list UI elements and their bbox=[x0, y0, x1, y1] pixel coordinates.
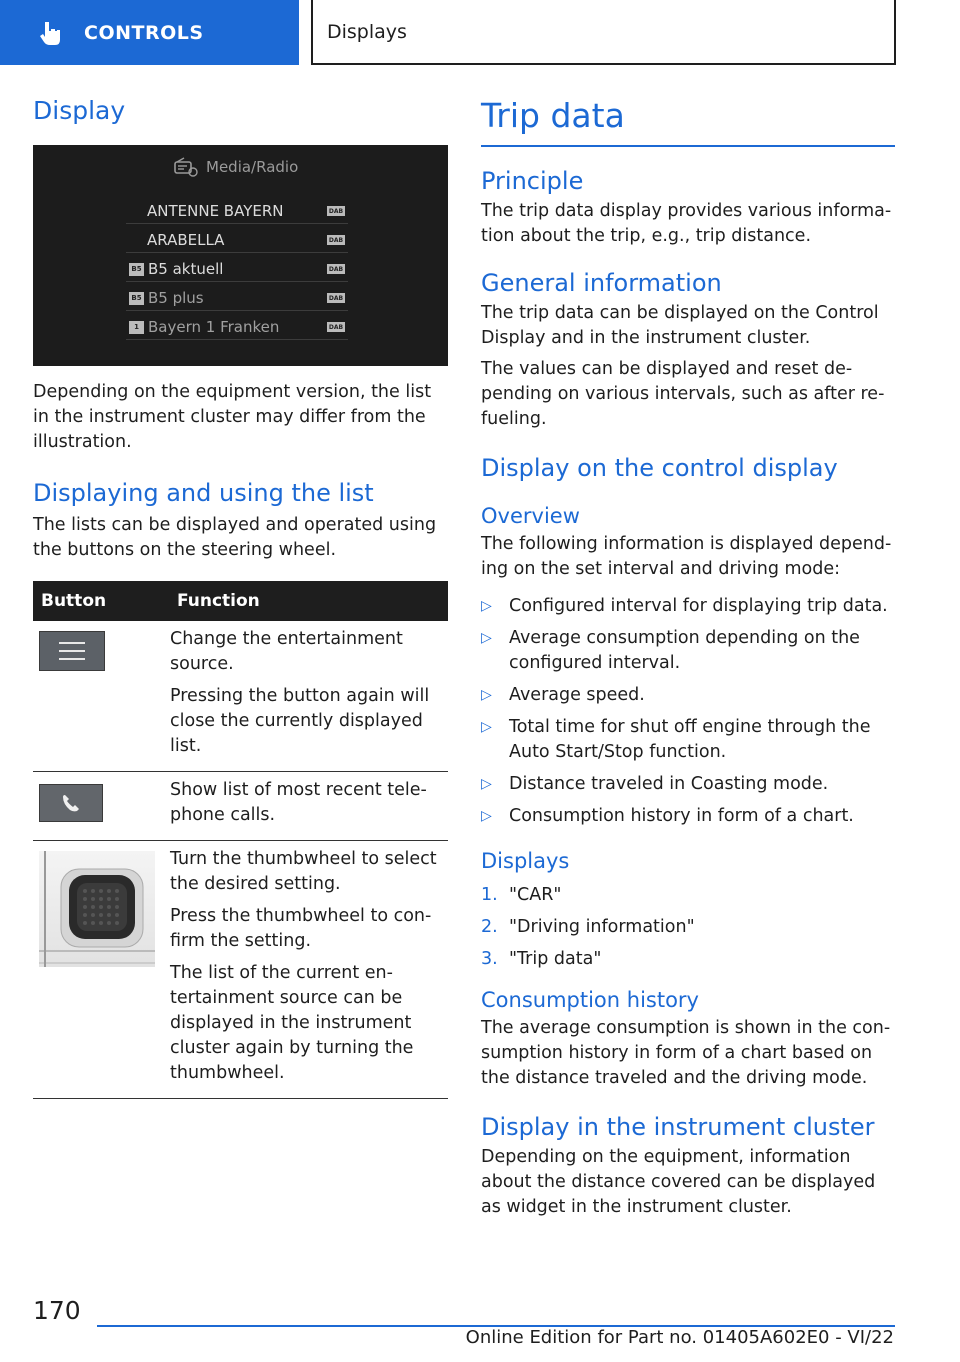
dab-badge: DAB bbox=[328, 265, 344, 273]
display-note: Depending on the equipment version, the list in the instrument cluster may differ from the illustration. bbox=[33, 382, 432, 452]
screen-title: Media/Radio bbox=[174, 157, 298, 177]
overview-text: The following information is displayed depend‐ing on the set interval and driving mode: bbox=[481, 533, 892, 579]
general-text-2: The values can be displayed and reset de‐pending on various intervals, such as after re‐fueling. bbox=[481, 358, 885, 429]
col-header-function: Function bbox=[163, 581, 448, 621]
dab-badge: DAB bbox=[328, 207, 344, 215]
trip-data-title: Trip data bbox=[481, 96, 625, 135]
list-item: 1. "CAR" bbox=[481, 884, 562, 905]
history-heading: Consumption history bbox=[481, 987, 699, 1012]
radio-icon bbox=[174, 157, 198, 177]
right-column bbox=[481, 96, 895, 1220]
display-heading: Display bbox=[33, 96, 126, 125]
dab-badge: DAB bbox=[328, 294, 344, 302]
title-rule bbox=[481, 145, 895, 147]
list-item: B5 B5 plus DAB bbox=[126, 286, 348, 311]
list-heading: Displaying and using the list bbox=[33, 479, 374, 507]
triangle-bullet-icon: ▷ bbox=[481, 686, 492, 703]
overview-heading: Overview bbox=[481, 503, 580, 528]
chapter-title-box bbox=[311, 0, 896, 65]
triangle-bullet-icon: ▷ bbox=[481, 807, 492, 824]
control-display-heading: Display on the control display bbox=[481, 453, 838, 482]
button-function-table bbox=[33, 581, 448, 1099]
cluster-heading: Display in the instrument cluster bbox=[481, 1112, 875, 1141]
list-item: ▷ Consumption history in form of a chart. bbox=[481, 804, 895, 829]
list-item: 1 Bayern 1 Franken DAB bbox=[126, 315, 348, 340]
displays-steps bbox=[481, 883, 895, 972]
station-logo: B5 bbox=[129, 263, 144, 276]
list-item: ▷ Average speed. bbox=[481, 683, 895, 708]
page-number: 170 bbox=[33, 1296, 81, 1325]
list-item: B5 B5 aktuell DAB bbox=[126, 257, 348, 282]
list-item: 3. "Trip data" bbox=[481, 948, 602, 969]
table-row: Change the entertainment source. Pressing the button again will close the currently displayed list. bbox=[33, 621, 448, 772]
general-heading: General information bbox=[481, 268, 722, 297]
phone-button-icon bbox=[39, 784, 103, 822]
list-item: ▷ Configured interval for displaying trip data. bbox=[481, 594, 895, 619]
triangle-bullet-icon: ▷ bbox=[481, 597, 492, 614]
list-item: 2. "Driving information" bbox=[481, 916, 695, 937]
principle-heading: Principle bbox=[481, 166, 584, 195]
overview-list bbox=[481, 594, 895, 829]
station-logo: 1 bbox=[129, 321, 144, 334]
pointing-hand-icon bbox=[36, 18, 66, 48]
col-header-button: Button bbox=[33, 581, 163, 621]
general-text-1: The trip data can be displayed on the Control Display and in the instrument cluster. bbox=[481, 302, 879, 348]
principle-text: The trip data display provides various informa‐tion about the trip, e.g., trip distance. bbox=[481, 200, 892, 246]
cluster-text: Depending on the equipment, information about the distance covered can be displayed as widget in the instrument cluster. bbox=[481, 1146, 876, 1217]
list-item: ▷ Average consumption depending on the configured interval. bbox=[481, 627, 860, 673]
triangle-bullet-icon: ▷ bbox=[481, 629, 492, 646]
edition-note: Online Edition for Part no. 01405A602E0 - VI/22 bbox=[465, 1327, 894, 1348]
chapter-title: Displays bbox=[327, 20, 407, 43]
list-item: ▷ Distance traveled in Coasting mode. bbox=[481, 772, 895, 797]
list-button-icon bbox=[39, 631, 105, 671]
list-item: ANTENNE BAYERN DAB bbox=[126, 199, 348, 224]
section-title: CONTROLS bbox=[84, 21, 204, 44]
station-logo: B5 bbox=[129, 292, 144, 305]
list-item: ▷ Total time for shut off engine through the Auto Start/Stop function. bbox=[481, 716, 871, 762]
section-tab[interactable] bbox=[0, 0, 299, 65]
history-text: The average consumption is shown in the con‐sumption history in form of a chart based on the distance traveled and the driving mode. bbox=[481, 1017, 891, 1088]
list-item: ARABELLA DAB bbox=[126, 228, 348, 253]
dab-badge: DAB bbox=[328, 236, 344, 244]
media-radio-screenshot bbox=[33, 145, 448, 366]
dab-badge: DAB bbox=[328, 323, 344, 331]
left-column bbox=[33, 96, 448, 1099]
triangle-bullet-icon: ▷ bbox=[481, 775, 492, 792]
table-row: Turn the thumbwheel to select the desired setting. Press the thumbwheel to con‐firm the setting. The list of the current en‐tertainment source can be displayed in the instrument cluster again by turning the thumbwheel. bbox=[33, 841, 448, 1099]
triangle-bullet-icon: ▷ bbox=[481, 718, 492, 735]
table-row: Show list of most recent tele‐phone calls. bbox=[33, 772, 448, 841]
list-intro: The lists can be displayed and operated using the buttons on the steering wheel. bbox=[33, 515, 437, 560]
thumbwheel-icon bbox=[39, 851, 155, 967]
displays-heading: Displays bbox=[481, 848, 570, 873]
